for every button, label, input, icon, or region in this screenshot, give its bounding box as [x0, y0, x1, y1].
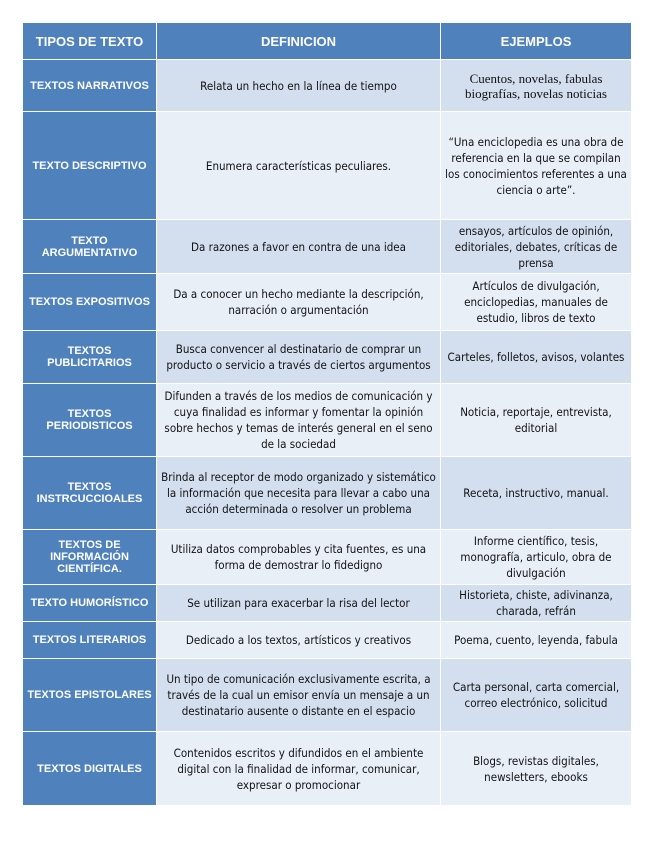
definition-cell: Da a conocer un hecho mediante la descripción, narración o argumentación [157, 274, 441, 331]
definition-cell: Contenidos escritos y difundidos en el ambiente digital con la finalidad de informar, comunicar, expresar o promocionar [157, 732, 441, 806]
table-row [23, 659, 632, 732]
table-row [23, 530, 632, 585]
table-row [23, 384, 632, 457]
type-cell: TEXTOS DE INFORMACIÓN CIENTÍFICA. [23, 530, 157, 585]
definition-cell: Difunden a través de los medios de comunicación y cuya finalidad es informar y fomentar la opinión sobre hechos y temas de interés general en el seno de la sociedad [157, 384, 441, 457]
examples-cell: Blogs, revistas digitales, newsletters, ebooks [441, 732, 632, 806]
examples-cell: Cuentos, novelas, fabulas biografías, novelas noticias [441, 60, 632, 112]
type-cell: TEXTO DESCRIPTIVO [23, 112, 157, 220]
definition-cell: Se utilizan para exacerbar la risa del lector [157, 585, 441, 622]
table-row [23, 457, 632, 530]
text-types-table [22, 22, 632, 806]
definition-cell: Utiliza datos comprobables y cita fuentes, es una forma de demostrar lo fidedigno [157, 530, 441, 585]
table-row [23, 220, 632, 274]
examples-cell: Receta, instructivo, manual. [441, 457, 632, 530]
examples-cell: Noticia, reportaje, entrevista, editorial [441, 384, 632, 457]
type-cell: TEXTO HUMORÍSTICO [23, 585, 157, 622]
type-cell: TEXTOS INSTRCUCCIOALES [23, 457, 157, 530]
examples-cell: Historieta, chiste, adivinanza, charada, refrán [441, 585, 632, 622]
examples-cell: Artículos de divulgación, enciclopedias, manuales de estudio, libros de texto [441, 274, 632, 331]
table-row [23, 112, 632, 220]
examples-cell: Poema, cuento, leyenda, fabula [441, 622, 632, 659]
type-cell: TEXTO ARGUMENTATIVO [23, 220, 157, 274]
type-cell: TEXTOS PUBLICITARIOS [23, 331, 157, 384]
type-cell: TEXTOS DIGITALES [23, 732, 157, 806]
definition-cell: Da razones a favor en contra de una idea [157, 220, 441, 274]
definition-cell: Relata un hecho en la línea de tiempo [157, 60, 441, 112]
table-row [23, 60, 632, 112]
type-cell: TEXTOS PERIODISTICOS [23, 384, 157, 457]
type-cell: TEXTOS LITERARIOS [23, 622, 157, 659]
examples-cell: “Una enciclopedia es una obra de referencia en la que se compilan los conocimientos referentes a una ciencia o arte”. [441, 112, 632, 220]
type-cell: TEXTOS EXPOSITIVOS [23, 274, 157, 331]
examples-cell: ensayos, artículos de opinión, editoriales, debates, críticas de prensa [441, 220, 632, 274]
definition-cell: Brinda al receptor de modo organizado y sistemático la información que necesita para llevar a cabo una acción determinada o resolver un problema [157, 457, 441, 530]
examples-cell: Carteles, folletos, avisos, volantes [441, 331, 632, 384]
type-cell: TEXTOS EPISTOLARES [23, 659, 157, 732]
type-cell: TEXTOS NARRATIVOS [23, 60, 157, 112]
table-row [23, 622, 632, 659]
definition-cell: Un tipo de comunicación exclusivamente escrita, a través de la cual un emisor envía un mensaje a un destinatario ausente o distante en el espacio [157, 659, 441, 732]
definition-cell: Enumera características peculiares. [157, 112, 441, 220]
header-definition: DEFINICION [157, 23, 441, 60]
definition-cell: Dedicado a los textos, artísticos y creativos [157, 622, 441, 659]
table-header-row [23, 23, 632, 60]
examples-cell: Carta personal, carta comercial, correo electrónico, solicitud [441, 659, 632, 732]
table-row [23, 585, 632, 622]
definition-cell: Busca convencer al destinatario de comprar un producto o servicio a través de ciertos argumentos [157, 331, 441, 384]
table-row [23, 732, 632, 806]
table-row [23, 331, 632, 384]
header-examples: EJEMPLOS [441, 23, 632, 60]
header-type: TIPOS DE TEXTO [23, 23, 157, 60]
table-row [23, 274, 632, 331]
examples-cell: Informe científico, tesis, monografía, articulo, obra de divulgación [441, 530, 632, 585]
